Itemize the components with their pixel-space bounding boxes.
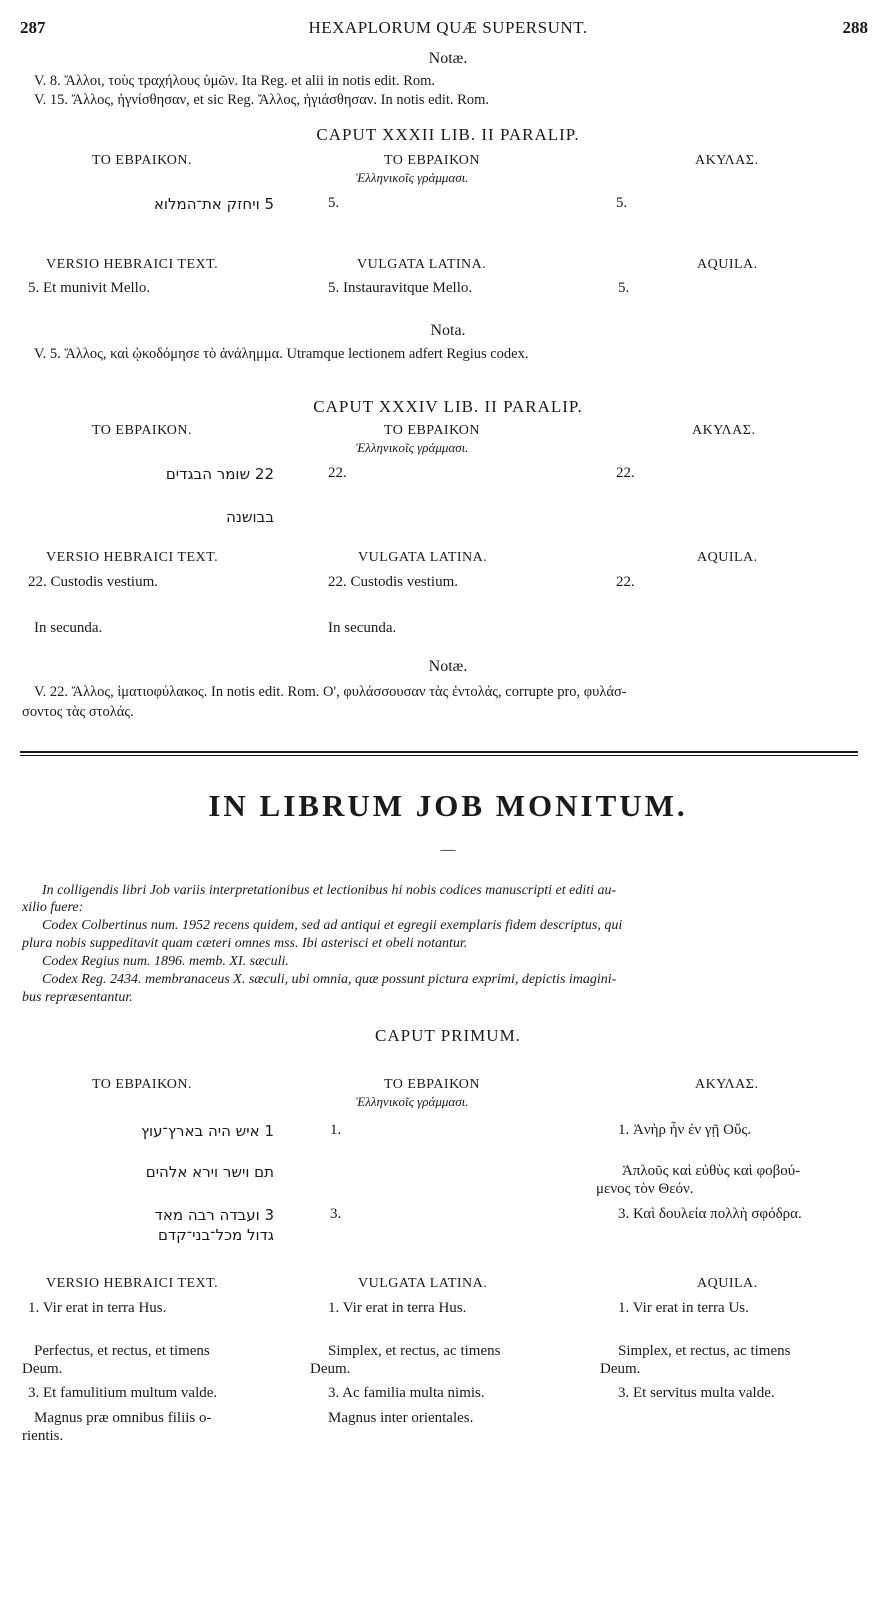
latin-header-vulgate: VULGATA LATINA. (358, 1276, 488, 1291)
column-header-hebrew: ΤΟ ΕΒΡΑΙΚΟΝ. (92, 423, 192, 438)
column-header-greek: ΤΟ ΕΒΡΑΙΚΟΝ (384, 423, 480, 438)
monitum-line: bus repræsentantur. (22, 990, 133, 1005)
latin-line-vulgate: Simplex, et rectus, ac timens (328, 1343, 501, 1359)
latin-header-hebrew: VERSIO HEBRAICI TEXT. (46, 1276, 219, 1291)
hebrew-line: 22 שומר הבגדים (165, 465, 274, 483)
hebrew-line: תם וישר וירא אלהים (145, 1163, 274, 1181)
column-header-greek: ΤΟ ΕΒΡΑΙΚΟΝ (384, 1077, 480, 1092)
latin-header-hebrew: VERSIO HEBRAICI TEXT. (46, 257, 219, 272)
hebrew-line: 3 ועבדה רבה מאד (154, 1206, 274, 1224)
latin-line-hebrew: rientis. (22, 1428, 64, 1444)
monitum-line: Codex Colbertinus num. 1952 recens quidem, sed ad antiqui et egregii exemplaris fidem descriptus, qui (42, 918, 623, 933)
caput-title: CAPUT XXXII LIB. II PARALIP. (316, 125, 580, 144)
hebrew-line: בבושנה (226, 508, 274, 526)
latin-verse-aquila: 1. Vir erat in terra Us. (618, 1300, 749, 1316)
aquila-greek-line: Ἁπλοῦς καὶ εὐθὺς καὶ φοβού- (622, 1163, 801, 1179)
latin-verse-aquila: 22. (616, 574, 635, 590)
verse-number: 1. (330, 1122, 342, 1138)
aquila-greek-line: 3. Καὶ δουλεία πολλὴ σφόδρα. (618, 1206, 802, 1222)
latin-verse-aquila: 3. Et servitus multa valde. (618, 1385, 775, 1401)
aquila-greek-line: 1. Ἀνὴρ ἦν ἐν γῇ Οὔς. (618, 1122, 752, 1138)
hebrew-line: 5 ויחזק את־המלוא (153, 195, 274, 213)
monitum-line: xilio fuere: (22, 900, 84, 915)
column-header-aquila: ΑΚΥΛΑΣ. (692, 423, 756, 438)
monitum-line: Codex Reg. 2434. membranaceus X. sæculi, ubi omnia, quæ possunt pictura exprimi, depictis imagini- (42, 972, 617, 987)
column-header-greek: ΤΟ ΕΒΡΑΙΚΟΝ (384, 153, 480, 168)
latin-line-hebrew: Deum. (22, 1361, 63, 1377)
latin-verse-hebrew: 1. Vir erat in terra Hus. (28, 1300, 167, 1316)
verse-number: 22. (616, 465, 635, 481)
latin-header-aquila: AQUILA. (697, 1276, 758, 1291)
latin-verse-hebrew: 5. Et munivit Mello. (28, 280, 151, 296)
column-header-aquila: ΑΚΥΛΑΣ. (695, 153, 759, 168)
latin-verse-vulgate: 22. Custodis vestium. (328, 574, 459, 590)
verse-number: 22. (328, 465, 347, 481)
latin-verse-vulgate: 5. Instauravitque Mello. (328, 280, 473, 296)
latin-header-vulgate: VULGATA LATINA. (358, 550, 488, 565)
caput-title: CAPUT PRIMUM. (375, 1026, 521, 1045)
latin-verse-hebrew: 22. Custodis vestium. (28, 574, 159, 590)
latin-line-vulgate: In secunda. (328, 620, 397, 636)
section-rule (20, 751, 858, 753)
latin-line-aquila: Deum. (600, 1361, 641, 1377)
hebrew-line: גדול מכל־בני־קדם (157, 1226, 274, 1244)
monitum-line: Codex Regius num. 1896. memb. XI. sæculi. (42, 954, 289, 969)
latin-verse-hebrew: 3. Et famulitium multum valde. (28, 1385, 218, 1401)
note-line: V. 5. Ἄλλος, καὶ ᾠκοδόμησε τὸ ἀνάλημμα. Utramque lectionem adfert Regius codex. (34, 346, 529, 362)
column-subheader-greek: Ἑλληνικοῖς γράμμασι. (356, 170, 469, 185)
column-header-aquila: ΑΚΥΛΑΣ. (695, 1077, 759, 1092)
title-dash: — (440, 842, 456, 858)
hebrew-line: 1 איש היה בארץ־עוץ (140, 1122, 274, 1140)
notae-label: Notæ. (428, 658, 468, 675)
caput-title: CAPUT XXXIV LIB. II PARALIP. (313, 397, 583, 416)
note-line: V. 22. Ἄλλος, ἱματιοφύλακος. In notis edit. Rom. Ο', φυλάσσουσαν τὰς ἐντολάς, corrupte pro, φυλάσ- (34, 684, 627, 700)
note-line: V. 8. Ἄλλοι, τοὺς τραχήλους ὑμῶν. Ita Reg. et alii in notis edit. Rom. (34, 73, 436, 89)
section-rule-thin (20, 755, 858, 756)
column-subheader-greek: Ἑλληνικοῖς γράμμασι. (356, 1094, 469, 1109)
latin-line-hebrew: Magnus præ omnibus filiis o- (34, 1410, 212, 1426)
latin-verse-aquila: 5. (618, 280, 630, 296)
nota-label: Nota. (430, 322, 466, 339)
aquila-greek-line: μενος τὸν Θεόν. (596, 1181, 694, 1197)
latin-header-aquila: AQUILA. (697, 550, 758, 565)
latin-line-hebrew: In secunda. (34, 620, 103, 636)
latin-header-vulgate: VULGATA LATINA. (357, 257, 487, 272)
latin-line-vulgate: Deum. (310, 1361, 351, 1377)
running-title: HEXAPLORUM QUÆ SUPERSUNT. (308, 18, 588, 37)
verse-number: 3. (330, 1206, 342, 1222)
note-line: V. 15. Ἄλλος, ἡγνίσθησαν, et sic Reg. Ἄλλος, ἡγιάσθησαν. In notis edit. Rom. (34, 92, 489, 108)
page-number-right: 288 (842, 18, 868, 37)
notae-label: Notæ. (428, 50, 468, 67)
column-header-hebrew: ΤΟ ΕΒΡΑΙΚΟΝ. (92, 1077, 192, 1092)
monitum-line: In colligendis libri Job variis interpretationibus et lectionibus hi nobis codices manuscripti et editi au- (42, 883, 617, 898)
column-subheader-greek: Ἑλληνικοῖς γράμμασι. (356, 440, 469, 455)
section-title: IN LIBRUM JOB MONITUM. (208, 788, 688, 823)
latin-verse-vulgate: 3. Ac familia multa nimis. (328, 1385, 485, 1401)
latin-line-vulgate: Magnus inter orientales. (328, 1410, 474, 1426)
column-header-hebrew: ΤΟ ΕΒΡΑΙΚΟΝ. (92, 153, 192, 168)
latin-verse-vulgate: 1. Vir erat in terra Hus. (328, 1300, 467, 1316)
latin-header-hebrew: VERSIO HEBRAICI TEXT. (46, 550, 219, 565)
verse-number: 5. (328, 195, 340, 211)
latin-line-aquila: Simplex, et rectus, ac timens (618, 1343, 791, 1359)
latin-line-hebrew: Perfectus, et rectus, et timens (34, 1343, 210, 1359)
page-number-left: 287 (20, 18, 46, 37)
latin-header-aquila: AQUILA. (697, 257, 758, 272)
monitum-line: plura nobis suppeditavit quam cæteri omnes mss. Ibi asterisci et obeli notantur. (22, 936, 468, 951)
note-line: σοντος τὰς στολάς. (22, 704, 134, 720)
verse-number: 5. (616, 195, 628, 211)
